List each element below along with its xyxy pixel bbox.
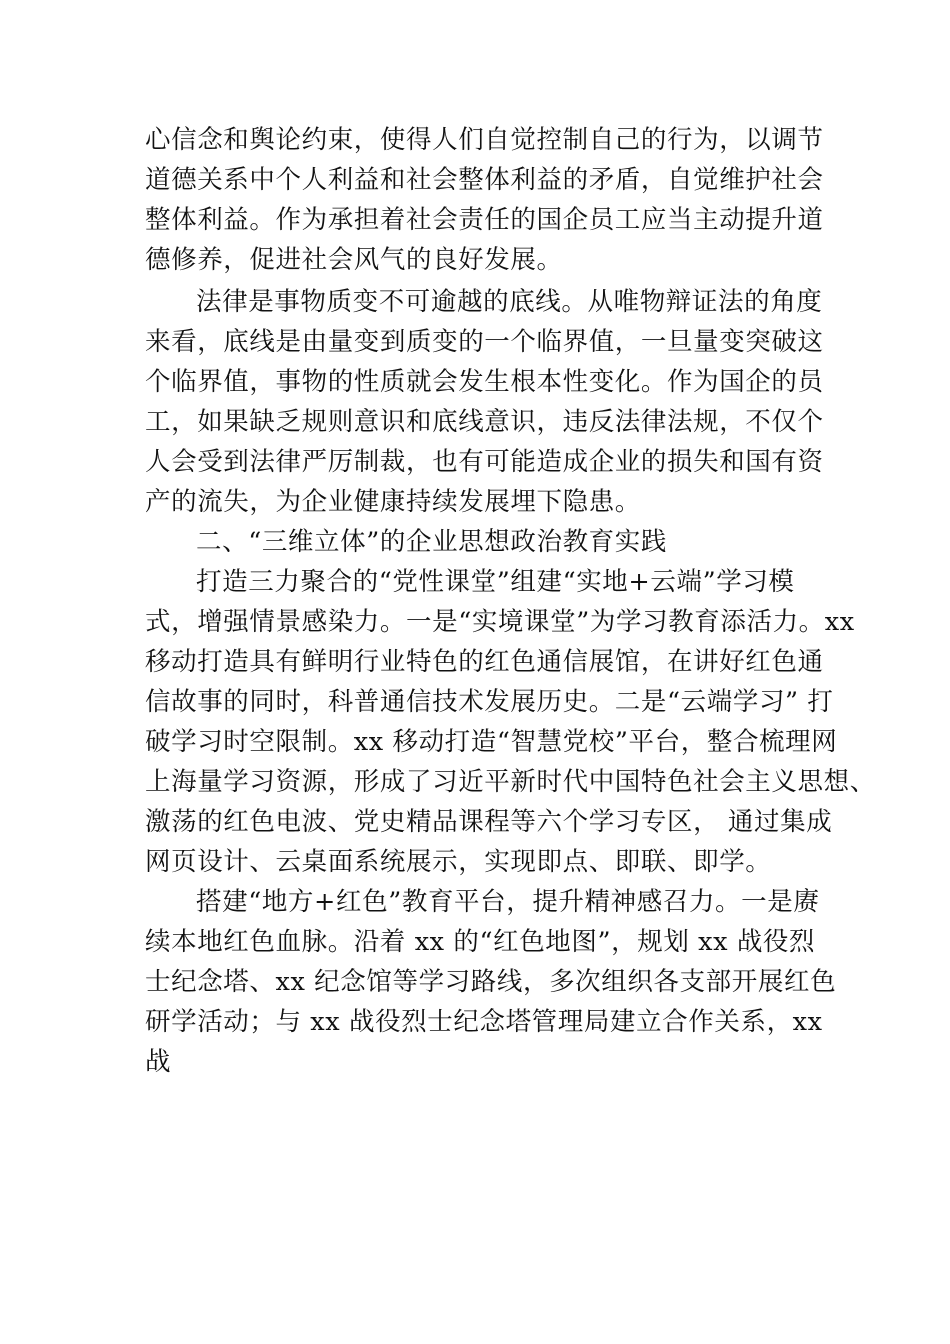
- text-line-16: 破学习时空限制。xx 移动打造“智慧党校”平台，整合梳理网: [145, 727, 838, 757]
- text-line-24: 战: [145, 1047, 172, 1077]
- text-line-10: 产的流失，为企业健康持续发展埋下隐患。: [145, 487, 641, 517]
- text-line-6: 来看，底线是由量变到质变的一个临界值，一旦量变突破这: [145, 327, 824, 357]
- text-line-18: 激荡的红色电波、党史精品课程等六个学习专区， 通过集成: [145, 807, 833, 837]
- text-line-5: 法律是事物质变不可逾越的底线。从唯物辩证法的角度: [196, 287, 823, 317]
- text-line-4: 德修养，促进社会风气的良好发展。: [145, 245, 563, 275]
- text-line-13: 式，增强情景感染力。一是“实境课堂”为学习教育添活力。xx: [145, 607, 855, 637]
- text-line-8: 工，如果缺乏规则意识和底线意识，违反法律法规，不仅个: [145, 407, 824, 437]
- text-line-17: 上海量学习资源，形成了习近平新时代中国特色社会主义思想、: [145, 767, 876, 797]
- text-line-1: 心信念和舆论约束，使得人们自觉控制自己的行为，以调节: [145, 125, 824, 155]
- section-heading: 二、“三维立体”的企业思想政治教育实践: [196, 527, 667, 557]
- text-line-3: 整体利益。作为承担着社会责任的国企员工应当主动提升道: [145, 205, 824, 235]
- text-line-21: 续本地红色血脉。沿着 xx 的“红色地图”，规划 xx 战役烈: [145, 927, 816, 957]
- text-line-15: 信故事的同时，科普通信技术发展历史。二是“云端学习” 打: [145, 687, 834, 717]
- text-line-22: 士纪念塔、xx 纪念馆等学习路线，多次组织各支部开展红色: [145, 967, 837, 997]
- text-line-12: 打造三力聚合的“党性课堂”组建“实地+云端”学习模: [196, 567, 795, 597]
- text-line-19: 网页设计、云桌面系统展示，实现即点、即联、即学。: [145, 847, 772, 877]
- text-line-2: 道德关系中个人利益和社会整体利益的矛盾，自觉维护社会: [145, 165, 824, 195]
- text-line-20: 搭建“地方+红色”教育平台，提升精神感召力。一是赓: [196, 887, 820, 917]
- text-line-7: 个临界值，事物的性质就会发生根本性变化。作为国企的员: [145, 367, 824, 397]
- text-line-14: 移动打造具有鲜明行业特色的红色通信展馆，在讲好红色通: [145, 647, 824, 677]
- text-line-23: 研学活动；与 xx 战役烈士纪念塔管理局建立合作关系，xx: [145, 1007, 823, 1037]
- text-line-9: 人会受到法律严厉制裁，也有可能造成企业的损失和国有资: [145, 447, 824, 477]
